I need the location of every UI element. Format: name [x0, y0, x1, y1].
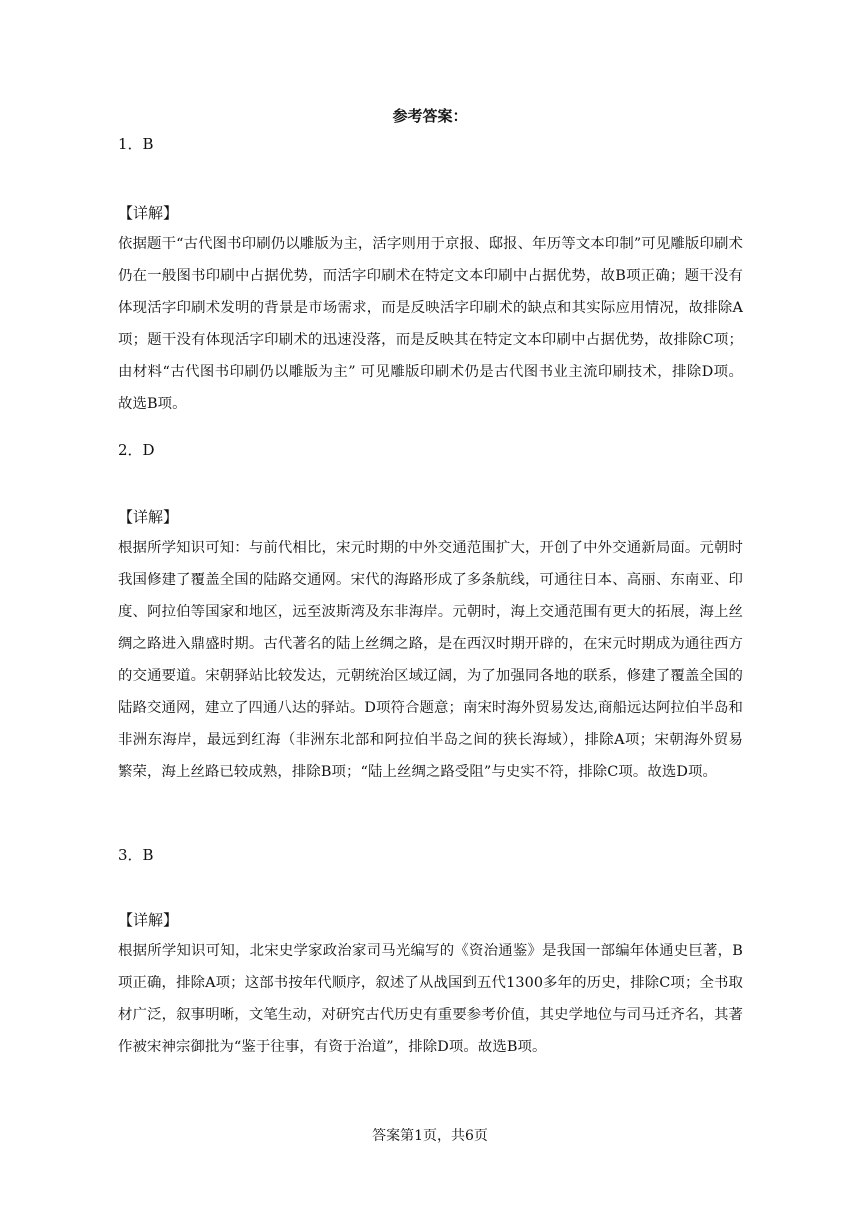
answer-explanation: 根据所学知识可知，北宋史学家政治家司马光编写的《资治通鉴》是我国一部编年体通史巨著，B项正确，排除A项；这部书按年代顺序，叙述了从战国到五代1300多年的历史，排除C项；全书取材广泛，叙事明晰，文笔生动，对研究古代历史有重要参考价值，其史学地位与司马迁齐名，其著作被宋神宗御批为“鉴于往事，有资于治道”，排除D项。故选B项。 [118, 943, 743, 1055]
detail-heading: 【详解】 [118, 204, 179, 222]
answer-explanation: 依据题干“古代图书印刷仍以雕版为主，活字则用于京报、邸报、年历等文本印制”可见雕版印刷术仍在一般图书印刷中占据优势，而活字印刷术在特定文本印刷中占据优势，故B项正确；题干没有体现活字印刷术发明的背景是市场需求，而是反映活字印刷术的缺点和其实际应用情况，故排除A项；题干没有体现活字印刷术的迅速没落，而是反映其在特定文本印刷中占据优势，故排除C项；由材料“古代图书印刷仍以雕版为主” 可见雕版印刷术仍是古代图书业主流印刷技术，排除D项。故选B项。 [118, 236, 743, 412]
answer-number: 2．D [118, 441, 155, 459]
detail-heading: 【详解】 [118, 911, 179, 929]
answer-number: 3．B [118, 846, 154, 864]
answer-number: 1．B [118, 135, 154, 153]
page-footer: 答案第1页，共6页 [372, 1128, 488, 1144]
answer-explanation: 根据所学知识可知：与前代相比，宋元时期的中外交通范围扩大，开创了中外交通新局面。元朝时我国修建了覆盖全国的陆路交通网。宋代的海路形成了多条航线，可通往日本、高丽、东南亚、印度、阿拉伯等国家和地区，远至波斯湾及东非海岸。元朝时，海上交通范围有更大的拓展，海上丝绸之路进入鼎盛时期。古代著名的陆上丝绸之路，是在西汉时期开辟的，在宋元时期成为通往西方的交通要道。宋朝驿站比较发达，元朝统治区域辽阔，为了加强同各地的联系，修建了覆盖全国的陆路交通网，建立了四通八达的驿站。D项符合题意；南宋时海外贸易发达,商船远达阿拉伯半岛和非洲东海岸，最远到红海（非洲东北部和阿拉伯半岛之间的狭长海域），排除A项；宋朝海外贸易繁荣，海上丝路已较成熟，排除B项；“陆上丝绸之路受阻”与史实不符，排除C项。故选D项。 [118, 540, 743, 780]
detail-heading: 【详解】 [118, 508, 179, 526]
page-title: 参考答案： [392, 107, 468, 125]
